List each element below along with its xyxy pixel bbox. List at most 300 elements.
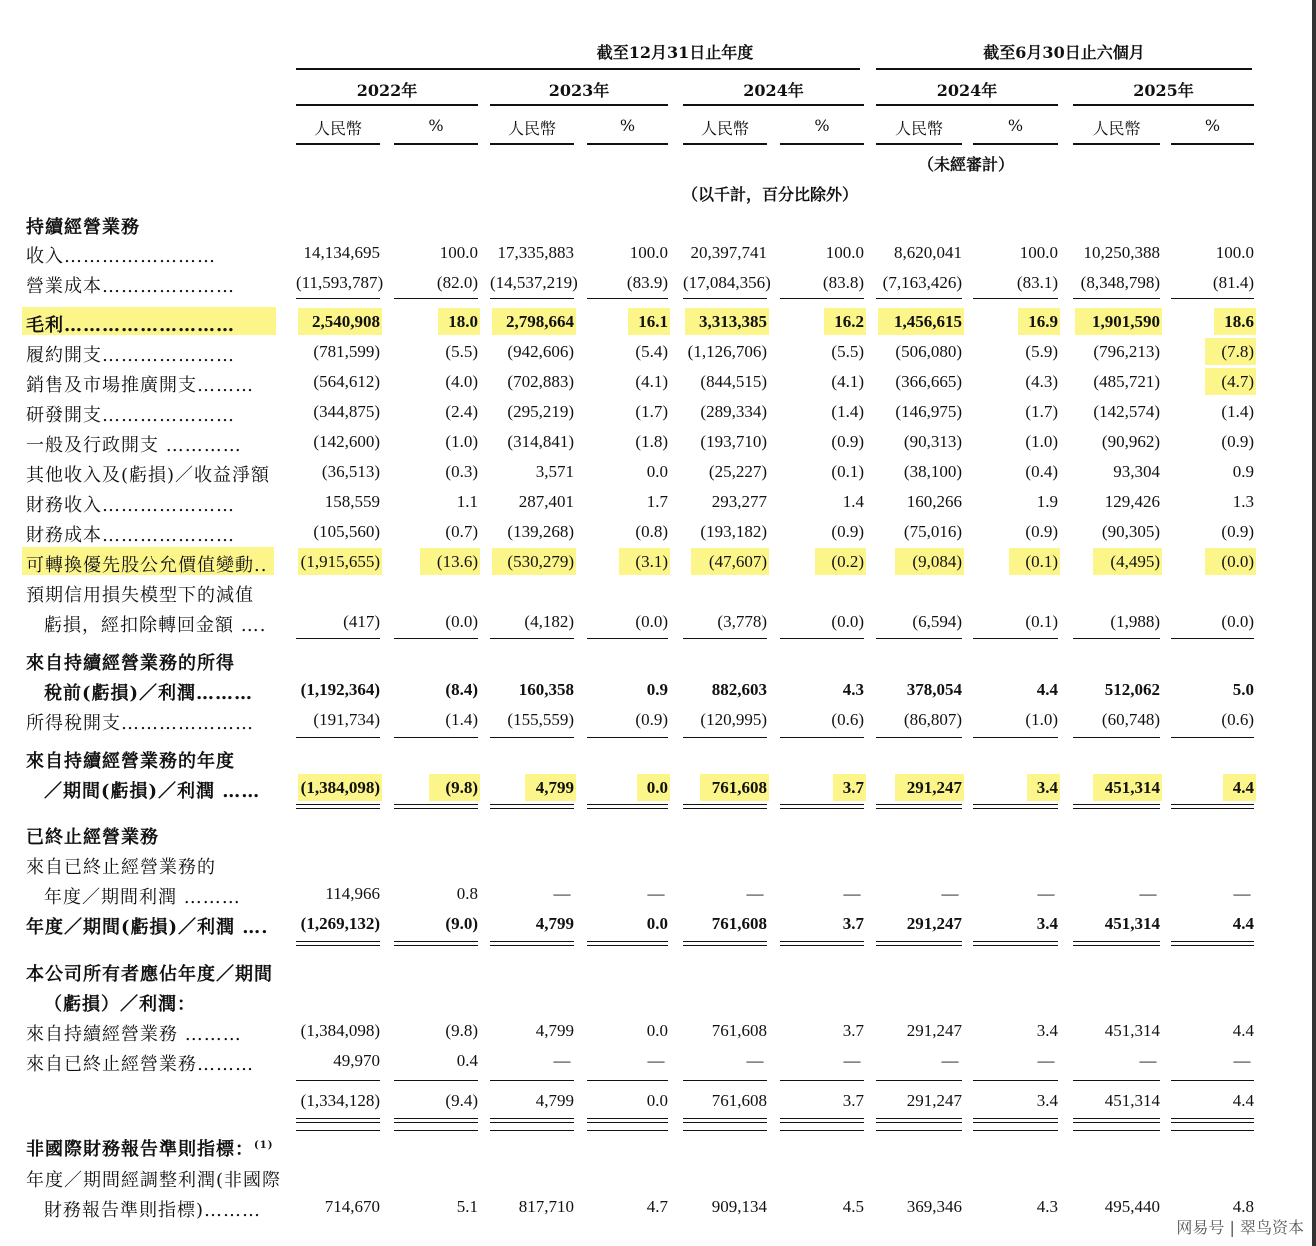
amount-cell: 451,314 (1104, 1021, 1160, 1040)
amount-header: 人民幣 (700, 119, 749, 138)
section-owners-line1: 本公司所有者應佔年度／期間 (26, 964, 273, 985)
amount-cell: 761,608 (711, 1091, 767, 1110)
percent-cell: 3.7 (842, 1021, 864, 1040)
row-label-line1: 年度／期間經調整利潤(非國際 (26, 1170, 282, 1191)
row-label: 來自持續經營業務 ……… (26, 1024, 242, 1045)
section-continuing: 持續經營業務 (26, 217, 140, 238)
percent-cell: 1.7 (646, 492, 668, 511)
row-rule (973, 941, 1058, 942)
amount-cell: 93,304 (1113, 462, 1160, 481)
percent-cell: (4.1) (831, 372, 864, 391)
row-rule (587, 737, 668, 738)
row-rule-double (973, 945, 1058, 946)
percent-cell: 18.6 (1224, 312, 1254, 331)
percent-cell: 100.0 (1019, 243, 1058, 262)
percent-cell: (83.1) (1016, 273, 1058, 292)
row-rule (1073, 1130, 1160, 1131)
row-rule (1073, 1118, 1160, 1119)
percent-cell: (0.9) (1221, 432, 1254, 451)
amount-cell: (139,268) (507, 522, 574, 541)
row-rule-double (1073, 808, 1160, 809)
percent-cell: (1.8) (635, 432, 668, 451)
year-rule (296, 104, 478, 106)
percent-cell: (9.8) (445, 778, 478, 797)
amount-cell: (38,100) (903, 462, 962, 481)
row-rule (1171, 638, 1254, 639)
amount-cell: 369,346 (906, 1197, 962, 1216)
unit-note: （以千計，百分比除外） (681, 185, 858, 204)
amount-cell: (90,305) (1101, 522, 1160, 541)
amount-cell: (8,348,798) (1080, 273, 1160, 292)
row-rule (683, 804, 767, 805)
row-rule (490, 941, 574, 942)
amount-cell: 287,401 (518, 492, 574, 511)
amount-cell: — (1139, 1051, 1157, 1070)
amount-cell: 378,054 (906, 680, 962, 699)
row-rule (683, 941, 767, 942)
amount-cell: (344,875) (313, 402, 380, 421)
row-rule (490, 1118, 574, 1119)
row-rule (683, 1118, 767, 1119)
percent-cell: 1.3 (1232, 492, 1254, 511)
year-header: 2025年 (1133, 81, 1194, 100)
column-rule (490, 143, 574, 145)
percent-header: % (1007, 116, 1024, 135)
amount-cell: — (553, 884, 571, 903)
amount-cell: (9,084) (912, 552, 962, 571)
percent-cell: (4.3) (1025, 372, 1058, 391)
amount-cell: (193,710) (700, 432, 767, 451)
row-rule (394, 1118, 478, 1119)
amount-cell: 761,608 (711, 914, 767, 933)
amount-cell: (90,962) (1101, 432, 1160, 451)
percent-cell: 3.4 (1036, 778, 1058, 797)
row-rule-double (876, 808, 962, 809)
row-label-line2: 年度／期間利潤 ……… (44, 887, 241, 908)
percent-cell: — (647, 884, 665, 903)
amount-cell: 291,247 (906, 778, 962, 797)
column-rule (876, 143, 962, 145)
row-rule-double (683, 1122, 767, 1123)
row-rule (973, 804, 1058, 805)
row-rule (973, 298, 1058, 299)
row-label-line1: 來自持續經營業務的所得 (26, 653, 235, 674)
amount-cell: (1,126,706) (687, 342, 767, 361)
percent-cell: 4.8 (1232, 1197, 1254, 1216)
row-rule (587, 1130, 668, 1131)
row-rule (683, 298, 767, 299)
year-header: 2022年 (356, 81, 418, 100)
amount-cell: (146,975) (895, 402, 962, 421)
amount-header: 人民幣 (1092, 119, 1141, 138)
amount-cell: 17,335,883 (497, 243, 574, 262)
amount-cell: 291,247 (906, 1021, 962, 1040)
percent-cell: (7.8) (1221, 342, 1254, 361)
row-rule-double (490, 945, 574, 946)
group-header-fiscal-year: 截至12月31日止年度 (596, 43, 754, 62)
row-rule (876, 298, 962, 299)
row-label-line2: 稅前(虧損)／利潤……… (44, 683, 254, 704)
row-rule (973, 737, 1058, 738)
percent-cell: (9.0) (445, 914, 478, 933)
amount-cell: — (1139, 884, 1157, 903)
amount-cell: 8,620,041 (894, 243, 962, 262)
percent-cell: — (843, 884, 861, 903)
column-rule (683, 143, 767, 145)
amount-cell: 714,670 (324, 1197, 380, 1216)
percent-cell: — (647, 1051, 665, 1070)
amount-cell: (796,213) (1093, 342, 1160, 361)
percent-cell: (0.1) (1025, 552, 1058, 571)
percent-cell: 0.4 (456, 1051, 478, 1070)
row-rule-double (296, 945, 380, 946)
amount-header: 人民幣 (894, 119, 943, 138)
row-rule (876, 1080, 962, 1081)
row-label: 履約開支………………… (26, 345, 235, 366)
percent-cell: (13.6) (436, 552, 478, 571)
percent-cell: (1.0) (445, 432, 478, 451)
amount-cell: (4,182) (524, 612, 574, 631)
amount-header: 人民幣 (507, 119, 556, 138)
percent-cell: 3.7 (842, 914, 864, 933)
percent-cell: 5.1 (456, 1197, 478, 1216)
column-rule (296, 143, 380, 145)
amount-cell: (14,537,219) (490, 273, 578, 292)
section-nonifrs-title: 非國際財務報告準則指標： (26, 1139, 254, 1160)
amount-cell: 817,710 (518, 1197, 574, 1216)
percent-cell: (83.8) (822, 273, 864, 292)
amount-cell: (1,384,098) (300, 1021, 380, 1040)
section-discontinued: 已終止經營業務 (26, 827, 159, 848)
amount-cell: 451,314 (1104, 1091, 1160, 1110)
row-rule (973, 638, 1058, 639)
year-header: 2024年 (936, 81, 998, 100)
row-rule (490, 298, 574, 299)
amount-cell: (942,606) (507, 342, 574, 361)
amount-cell: (17,084,356) (683, 273, 771, 292)
percent-cell: (0.4) (1025, 462, 1058, 481)
row-rule (973, 1118, 1058, 1119)
percent-cell: 16.2 (834, 312, 864, 331)
percent-header: % (428, 116, 444, 135)
percent-cell: 100.0 (629, 243, 668, 262)
amount-cell: 20,397,741 (690, 243, 767, 262)
amount-cell: (193,182) (700, 522, 767, 541)
amount-cell: (155,559) (507, 710, 574, 729)
row-rule (683, 737, 767, 738)
amount-cell: (1,334,128) (300, 1091, 380, 1110)
row-rule (973, 1130, 1058, 1131)
percent-cell: — (843, 1051, 861, 1070)
row-rule (1073, 1080, 1160, 1081)
amount-cell: — (746, 884, 764, 903)
row-rule (490, 1080, 574, 1081)
group-rule-1 (296, 68, 860, 70)
amount-cell: 10,250,388 (1083, 243, 1160, 262)
amount-cell: (90,313) (903, 432, 962, 451)
row-label-line2: 虧損，經扣除轉回金額 …. (44, 615, 267, 636)
amount-cell: 14,134,695 (303, 243, 380, 262)
amount-cell: (11,593,787) (296, 273, 384, 292)
percent-cell: 0.9 (646, 680, 668, 699)
row-rule (876, 638, 962, 639)
amount-cell: (1,192,364) (300, 680, 380, 699)
amount-cell: 451,314 (1104, 778, 1160, 797)
percent-cell: (9.8) (445, 1021, 478, 1040)
row-rule (683, 1130, 767, 1131)
column-rule (780, 143, 864, 145)
row-rule (394, 1130, 478, 1131)
row-rule-double (683, 945, 767, 946)
percent-cell: (4.0) (445, 372, 478, 391)
percent-cell: (0.2) (831, 552, 864, 571)
row-rule (780, 804, 864, 805)
row-rule-double (587, 945, 668, 946)
row-rule (587, 298, 668, 299)
row-rule-double (973, 1122, 1058, 1123)
row-rule-double (780, 808, 864, 809)
amount-cell: 882,603 (711, 680, 767, 699)
amount-cell: (86,807) (903, 710, 962, 729)
row-rule-double (1073, 945, 1160, 946)
year-rule (876, 104, 1058, 106)
percent-cell: (0.7) (445, 522, 478, 541)
amount-cell: 4,799 (535, 914, 574, 933)
percent-cell: (0.9) (831, 432, 864, 451)
percent-cell: 18.0 (448, 312, 478, 331)
row-rule (394, 804, 478, 805)
amount-cell: 512,062 (1104, 680, 1160, 699)
percent-cell: 3.4 (1036, 914, 1058, 933)
percent-cell: (0.1) (1025, 612, 1058, 631)
row-rule (394, 737, 478, 738)
amount-cell: 158,559 (324, 492, 380, 511)
percent-cell: 4.4 (1232, 1091, 1254, 1110)
row-rule (1171, 1080, 1254, 1081)
percent-cell: 100.0 (825, 243, 864, 262)
amount-cell: (47,607) (708, 552, 767, 571)
amount-cell: (781,599) (313, 342, 380, 361)
row-rule (296, 941, 380, 942)
percent-cell: (5.5) (831, 342, 864, 361)
amount-cell: (485,721) (1093, 372, 1160, 391)
amount-cell: (702,883) (507, 372, 574, 391)
row-rule (394, 941, 478, 942)
row-rule (394, 638, 478, 639)
amount-cell: 451,314 (1104, 914, 1160, 933)
amount-cell: (1,988) (1110, 612, 1160, 631)
percent-cell: — (1037, 884, 1055, 903)
row-rule (587, 804, 668, 805)
amount-cell: 4,799 (535, 778, 574, 797)
percent-cell: (5.9) (1025, 342, 1058, 361)
row-label: 一般及行政開支 ………… (26, 435, 242, 456)
year-header: 2024年 (743, 81, 804, 100)
percent-header: % (1204, 116, 1221, 135)
percent-cell: — (1233, 884, 1251, 903)
row-label: 銷售及市場推廣開支……… (26, 375, 254, 396)
row-rule (876, 1130, 962, 1131)
row-rule (490, 638, 574, 639)
amount-cell: 293,277 (711, 492, 767, 511)
group-rule-2 (876, 68, 1252, 70)
column-rule (1073, 143, 1160, 145)
group-header-six-months: 截至6月30日止六個月 (983, 43, 1145, 62)
percent-cell: 4.4 (1232, 914, 1254, 933)
row-rule (1073, 638, 1160, 639)
section-nonifrs (26, 1135, 273, 1161)
row-label: 來自已終止經營業務……… (26, 1054, 254, 1075)
percent-cell: (82.0) (436, 273, 478, 292)
row-rule (876, 941, 962, 942)
row-rule (780, 941, 864, 942)
amount-cell: 1,456,615 (894, 312, 962, 331)
row-label-line2: ／期間(虧損)／利潤 …… (44, 781, 261, 802)
row-rule (780, 638, 864, 639)
row-label: 財務收入………………… (26, 495, 235, 516)
percent-cell: (4.1) (635, 372, 668, 391)
amount-cell: (60,748) (1101, 710, 1160, 729)
amount-cell: 4,799 (535, 1091, 574, 1110)
percent-cell: (0.0) (445, 612, 478, 631)
percent-cell: (0.0) (635, 612, 668, 631)
row-rule (1171, 1130, 1254, 1131)
row-rule (683, 638, 767, 639)
percent-cell: (1.0) (1025, 710, 1058, 729)
percent-cell: 16.9 (1028, 312, 1058, 331)
percent-cell: 4.4 (1036, 680, 1058, 699)
percent-cell: 0.0 (646, 914, 668, 933)
percent-cell: (0.9) (1025, 522, 1058, 541)
amount-cell: (7,163,426) (882, 273, 962, 292)
amount-cell: 160,358 (518, 680, 574, 699)
row-rule (296, 1080, 380, 1081)
amount-cell: 129,426 (1104, 492, 1160, 511)
row-rule (296, 638, 380, 639)
row-label: 營業成本………………… (26, 276, 235, 297)
percent-cell: 16.1 (638, 312, 668, 331)
amount-header: 人民幣 (313, 119, 362, 138)
row-rule-double (876, 1122, 962, 1123)
row-rule (490, 737, 574, 738)
amount-cell: (1,915,655) (300, 552, 380, 571)
percent-cell: 100.0 (439, 243, 478, 262)
amount-cell: (3,778) (717, 612, 767, 631)
page-frame-edge (1312, 0, 1316, 1246)
percent-cell: (0.6) (831, 710, 864, 729)
row-rule (296, 298, 380, 299)
row-rule-double (876, 945, 962, 946)
amount-cell: — (746, 1051, 764, 1070)
amount-cell: (289,334) (700, 402, 767, 421)
row-rule (876, 737, 962, 738)
amount-cell: 2,798,664 (506, 312, 574, 331)
percent-cell: 4.4 (1232, 778, 1254, 797)
amount-cell: (1,269,132) (300, 914, 380, 933)
amount-cell: 3,571 (535, 462, 574, 481)
row-rule (1171, 941, 1254, 942)
row-rule (296, 1130, 380, 1131)
row-rule (587, 941, 668, 942)
row-label: 年度／期間(虧損)／利潤 …. (26, 917, 269, 938)
amount-cell: (366,665) (895, 372, 962, 391)
amount-cell: 761,608 (711, 778, 767, 797)
percent-cell: (0.6) (1221, 710, 1254, 729)
percent-cell: 3.4 (1036, 1021, 1058, 1040)
percent-cell: 1.1 (456, 492, 478, 511)
percent-cell: (0.9) (831, 522, 864, 541)
row-label: 其他收入及(虧損)／收益淨額 (26, 465, 271, 486)
percent-cell: 0.9 (1232, 462, 1254, 481)
column-rule (973, 143, 1058, 145)
amount-cell: 291,247 (906, 914, 962, 933)
row-rule (1073, 737, 1160, 738)
percent-cell: 3.4 (1036, 1091, 1058, 1110)
percent-cell: 4.7 (646, 1197, 668, 1216)
percent-cell: 4.5 (842, 1197, 864, 1216)
row-label: 收入…………………… (26, 246, 216, 267)
percent-cell: (0.9) (635, 710, 668, 729)
percent-cell: (8.4) (445, 680, 478, 699)
percent-cell: 1.9 (1036, 492, 1058, 511)
row-rule-double (490, 808, 574, 809)
row-label: 毛利……………………… (26, 315, 235, 336)
amount-cell: (530,279) (507, 552, 574, 571)
row-label: 所得稅開支………………… (26, 713, 254, 734)
percent-cell: 5.0 (1232, 680, 1254, 699)
amount-cell: 909,134 (711, 1197, 767, 1216)
percent-cell: (1.4) (1221, 402, 1254, 421)
year-rule (683, 104, 864, 106)
amount-cell: (25,227) (708, 462, 767, 481)
percent-cell: (0.8) (635, 522, 668, 541)
row-rule (1171, 737, 1254, 738)
row-rule (490, 1130, 574, 1131)
row-label-line2: 財務報告準則指標)……… (44, 1200, 262, 1221)
percent-cell: (0.0) (831, 612, 864, 631)
amount-cell: (506,080) (895, 342, 962, 361)
row-rule (394, 298, 478, 299)
row-rule-double (296, 808, 380, 809)
percent-cell: (81.4) (1212, 273, 1254, 292)
unaudited-note: （未經審計） (917, 155, 1014, 174)
amount-cell: 291,247 (906, 1091, 962, 1110)
percent-cell: 0.0 (646, 462, 668, 481)
amount-cell: (75,016) (903, 522, 962, 541)
row-rule (780, 737, 864, 738)
amount-cell: (120,995) (700, 710, 767, 729)
amount-cell: (36,513) (321, 462, 380, 481)
row-rule (973, 1080, 1058, 1081)
amount-cell: 4,799 (535, 1021, 574, 1040)
percent-header: % (814, 116, 830, 135)
amount-cell: (142,574) (1093, 402, 1160, 421)
amount-cell: (295,219) (507, 402, 574, 421)
percent-cell: (5.4) (635, 342, 668, 361)
percent-cell: 0.0 (646, 1021, 668, 1040)
row-rule-double (394, 945, 478, 946)
row-rule-double (394, 1122, 478, 1123)
section-owners-line2: （虧損）／利潤： (44, 994, 196, 1015)
percent-cell: (0.3) (445, 462, 478, 481)
row-rule (780, 1130, 864, 1131)
row-rule-double (587, 1122, 668, 1123)
row-rule (780, 1080, 864, 1081)
percent-cell: (3.1) (635, 552, 668, 571)
row-rule (780, 298, 864, 299)
amount-cell: (191,734) (313, 710, 380, 729)
percent-cell: 1.4 (842, 492, 864, 511)
